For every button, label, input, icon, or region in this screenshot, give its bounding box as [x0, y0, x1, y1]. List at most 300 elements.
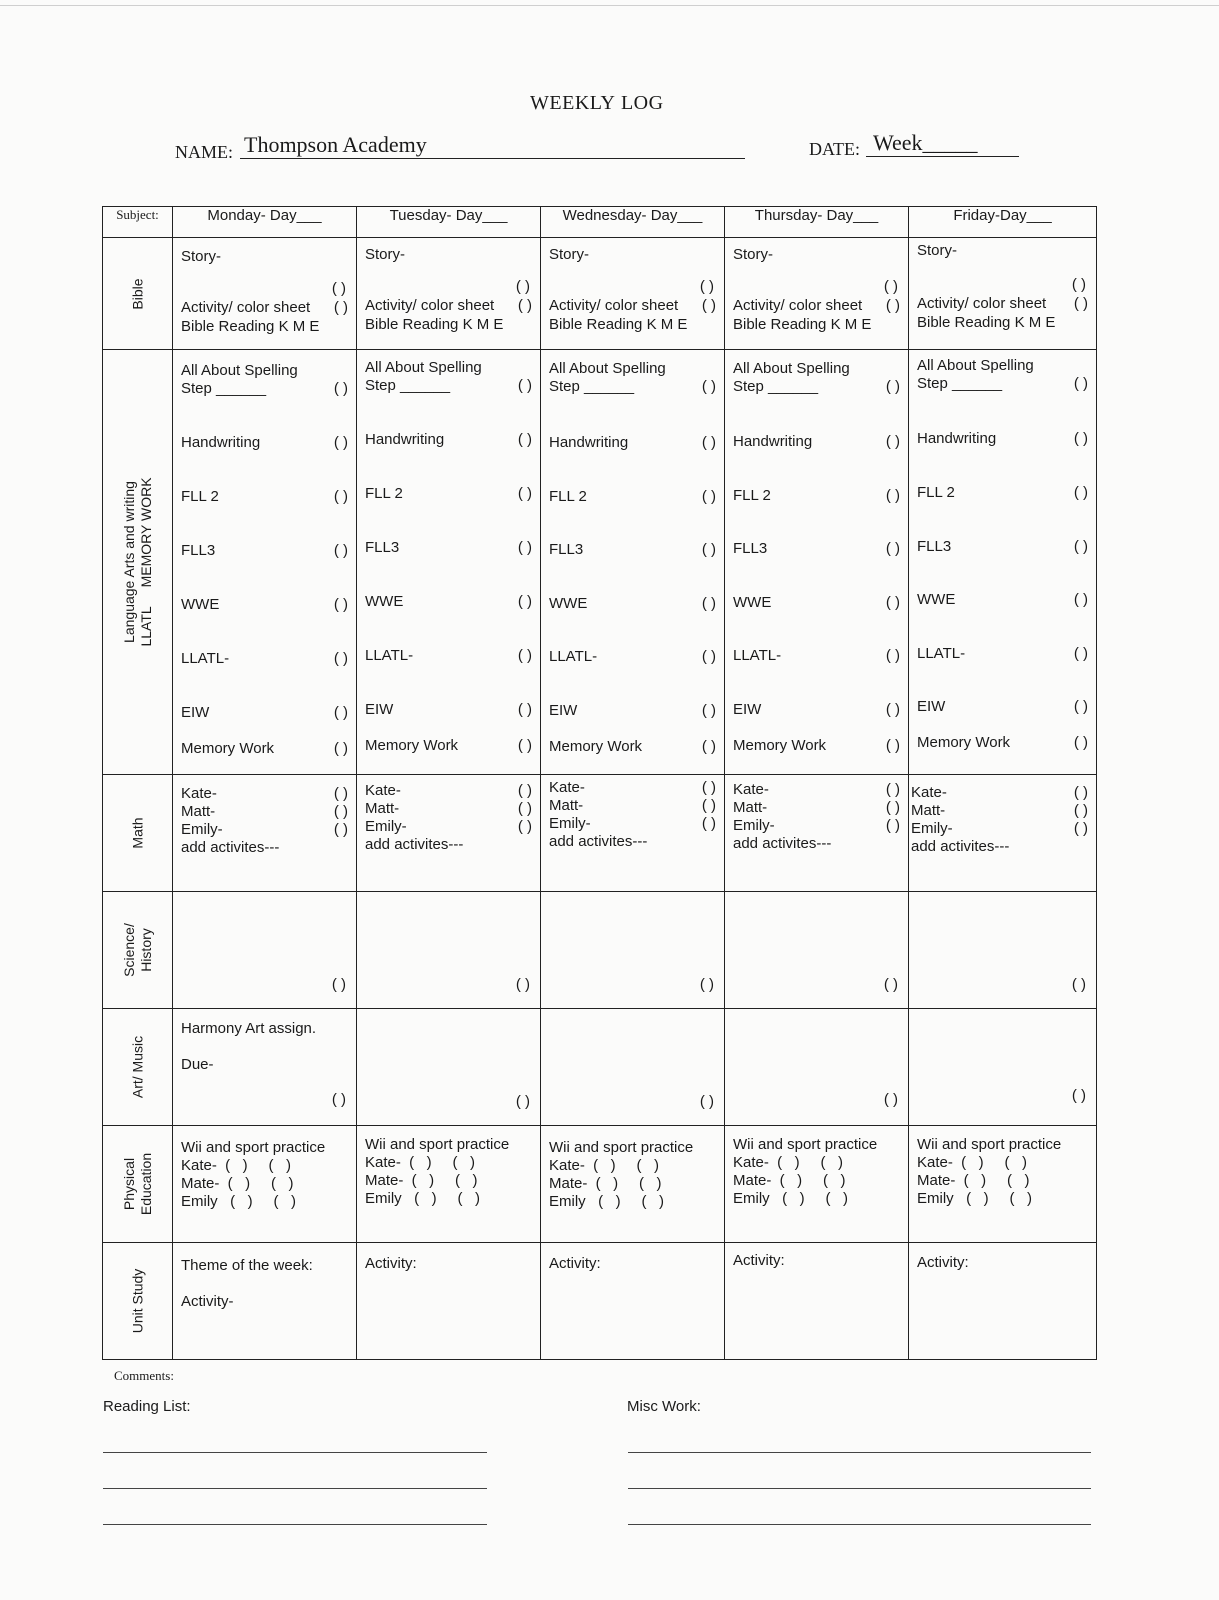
la-step-line — [549, 378, 716, 395]
la-fll2-checkbox[interactable]: ( ) — [701, 488, 716, 505]
math-cell-thursday[interactable] — [725, 775, 909, 892]
math-kate-line — [181, 785, 348, 802]
math-add-activities: add activites--- — [181, 839, 280, 856]
la-fll3: FLL3 — [365, 539, 400, 556]
pe-mate[interactable]: Mate- ( ) ( ) — [549, 1175, 662, 1192]
weekly-log-table — [102, 206, 1097, 1360]
pe-mate[interactable]: Mate- ( ) ( ) — [733, 1172, 846, 1189]
pe-wii: Wii and sport practice — [917, 1136, 1062, 1153]
la-eiw-line — [917, 698, 1088, 715]
math-kate-line — [911, 784, 1088, 801]
la-eiw: EIW — [549, 702, 578, 719]
math-emily: Emily- — [733, 817, 775, 834]
science-checkbox[interactable]: ( ) — [331, 976, 346, 993]
bible-activity-checkbox[interactable]: ( ) — [333, 299, 348, 316]
la-llatl-line — [181, 650, 348, 667]
la-memory-checkbox[interactable]: ( ) — [333, 740, 348, 757]
la-fll3: FLL3 — [549, 541, 584, 558]
la-eiw-checkbox[interactable]: ( ) — [517, 701, 532, 718]
la-handwriting-line — [733, 433, 900, 450]
la-memory-line — [917, 734, 1088, 751]
art-cell-friday[interactable] — [909, 1009, 1097, 1126]
la-step-line — [365, 377, 532, 394]
la-fll3-checkbox[interactable]: ( ) — [1073, 538, 1088, 555]
la-wwe: WWE — [917, 591, 956, 608]
la-wwe-checkbox[interactable]: ( ) — [333, 596, 348, 613]
la-memory-checkbox[interactable]: ( ) — [885, 737, 900, 754]
bible-cell-friday[interactable] — [909, 238, 1097, 350]
pe-kate[interactable]: Kate- ( ) ( ) — [733, 1154, 844, 1171]
subject-cell-science-history — [103, 892, 173, 1009]
bible-activity-checkbox[interactable]: ( ) — [1073, 295, 1088, 312]
bible-story-checkbox[interactable]: ( ) — [699, 278, 714, 295]
la-llatl-checkbox[interactable]: ( ) — [701, 648, 716, 665]
bible-activity-line — [365, 297, 532, 314]
pe-emily[interactable]: Emily ( ) ( ) — [365, 1190, 480, 1207]
la-fll2-checkbox[interactable]: ( ) — [1073, 484, 1088, 501]
pe-kate[interactable]: Kate- ( ) ( ) — [365, 1154, 476, 1171]
art-cell-monday[interactable] — [173, 1009, 357, 1126]
pe-cell-tuesday[interactable] — [357, 1126, 541, 1243]
subject-label-unit-study: Unit Study — [129, 1268, 145, 1334]
bible-story: Story- — [365, 246, 406, 263]
math-emily-checkbox[interactable]: ( ) — [333, 821, 348, 838]
la-step-checkbox[interactable]: ( ) — [1073, 375, 1088, 392]
art-checkbox[interactable]: ( ) — [331, 1091, 346, 1108]
unit-cell-friday[interactable] — [909, 1243, 1097, 1360]
la-wwe-checkbox[interactable]: ( ) — [1073, 591, 1088, 608]
la-wwe-line — [181, 596, 348, 613]
science-cell-wednesday[interactable] — [541, 892, 725, 1009]
math-matt: Matt- — [911, 802, 946, 819]
pe-mate[interactable]: Mate- ( ) ( ) — [365, 1172, 478, 1189]
math-add-activities: add activites--- — [549, 833, 648, 850]
subject-label-science-history: Science/ History — [120, 923, 154, 977]
la-step: Step ______ — [181, 380, 267, 397]
table-row-language-arts — [103, 350, 1097, 775]
la-llatl-checkbox[interactable]: ( ) — [885, 647, 900, 664]
pe-kate[interactable]: Kate- ( ) ( ) — [549, 1157, 660, 1174]
la-wwe-line — [733, 594, 900, 611]
la-fll3: FLL3 — [733, 540, 768, 557]
math-cell-wednesday[interactable] — [541, 775, 725, 892]
la-handwriting: Handwriting — [181, 434, 261, 451]
subject-cell-math — [103, 775, 173, 892]
la-step-checkbox[interactable]: ( ) — [701, 378, 716, 395]
bible-cell-wednesday[interactable] — [541, 238, 725, 350]
math-kate-line — [549, 779, 716, 796]
math-kate-checkbox[interactable]: ( ) — [333, 785, 348, 802]
pe-cell-wednesday[interactable] — [541, 1126, 725, 1243]
reading-list-line[interactable] — [103, 1452, 487, 1453]
math-kate-checkbox[interactable]: ( ) — [701, 779, 716, 796]
la-eiw-checkbox[interactable]: ( ) — [1073, 698, 1088, 715]
la-memory: Memory Work — [365, 737, 459, 754]
la-wwe-checkbox[interactable]: ( ) — [885, 594, 900, 611]
math-emily-line — [365, 818, 532, 835]
science-cell-thursday[interactable] — [725, 892, 909, 1009]
table-row-unit-study — [103, 1243, 1097, 1360]
la-fll3: FLL3 — [917, 538, 952, 555]
la-fll3-checkbox[interactable]: ( ) — [517, 539, 532, 556]
math-emily-line — [549, 815, 716, 832]
name-label: NAME: — [175, 142, 233, 162]
math-emily: Emily- — [549, 815, 591, 832]
math-matt-line — [549, 797, 716, 814]
la-cell-monday[interactable] — [173, 350, 357, 775]
art-checkbox[interactable]: ( ) — [515, 1093, 530, 1110]
science-checkbox[interactable]: ( ) — [883, 976, 898, 993]
name-underline — [240, 158, 745, 159]
bible-cell-monday[interactable] — [173, 238, 357, 350]
math-emily-line — [181, 821, 348, 838]
la-eiw-checkbox[interactable]: ( ) — [885, 701, 900, 718]
bible-activity: Activity/ color sheet — [917, 295, 1047, 312]
comments-label: Comments: — [114, 1368, 174, 1383]
math-matt: Matt- — [181, 803, 216, 820]
pe-mate[interactable]: Mate- ( ) ( ) — [917, 1172, 1030, 1189]
pe-wii: Wii and sport practice — [549, 1139, 694, 1156]
la-fll2: FLL 2 — [549, 488, 587, 505]
la-fll3-line — [733, 540, 900, 557]
la-memory-line — [181, 740, 348, 757]
math-matt-line — [181, 803, 348, 820]
la-fll2-checkbox[interactable]: ( ) — [333, 488, 348, 505]
art-cell-thursday[interactable] — [725, 1009, 909, 1126]
art-due: Due- — [181, 1056, 214, 1073]
la-wwe-checkbox[interactable]: ( ) — [701, 595, 716, 612]
la-cell-friday[interactable] — [909, 350, 1097, 775]
math-cell-friday[interactable] — [909, 775, 1097, 892]
bible-activity: Activity/ color sheet — [733, 297, 863, 314]
la-fll3-checkbox[interactable]: ( ) — [885, 540, 900, 557]
la-fll3-line — [549, 541, 716, 558]
la-fll2-line — [365, 485, 532, 502]
la-handwriting: Handwriting — [733, 433, 813, 450]
la-spelling: All About Spelling — [549, 360, 666, 377]
la-handwriting-checkbox[interactable]: ( ) — [333, 434, 348, 451]
la-wwe: WWE — [733, 594, 772, 611]
la-memory-line — [549, 738, 716, 755]
math-kate-line — [733, 781, 900, 798]
la-fll2-checkbox[interactable]: ( ) — [517, 485, 532, 502]
la-handwriting: Handwriting — [365, 431, 445, 448]
bible-cell-tuesday[interactable] — [357, 238, 541, 350]
math-emily: Emily- — [181, 821, 223, 838]
la-memory: Memory Work — [181, 740, 275, 757]
day-header-friday: Friday-Day___ — [909, 207, 1097, 238]
bible-story: Story- — [549, 246, 590, 263]
la-step: Step ______ — [917, 375, 1003, 392]
unit-cell-tuesday[interactable] — [357, 1243, 541, 1360]
la-handwriting-checkbox[interactable]: ( ) — [1073, 430, 1088, 447]
art-cell-tuesday[interactable] — [357, 1009, 541, 1126]
subject-label-language-arts: Language Arts and writing LLATL MEMORY WORK — [120, 477, 154, 647]
la-fll3-checkbox[interactable]: ( ) — [701, 541, 716, 558]
math-kate-checkbox[interactable]: ( ) — [517, 782, 532, 799]
subject-label-art-music: Art/ Music — [129, 1035, 145, 1099]
la-spelling: All About Spelling — [181, 362, 298, 379]
la-step-line — [733, 378, 900, 395]
math-emily-line — [733, 817, 900, 834]
bible-story-checkbox[interactable]: ( ) — [1071, 276, 1086, 293]
date-value[interactable]: Week_____ — [873, 130, 978, 155]
math-add-activities: add activites--- — [911, 838, 1010, 855]
bible-reading[interactable]: Bible Reading K M E — [549, 316, 688, 333]
la-wwe-line — [549, 595, 716, 612]
la-llatl-checkbox[interactable]: ( ) — [333, 650, 348, 667]
day-header-thursday: Thursday- Day___ — [725, 207, 909, 238]
la-llatl-checkbox[interactable]: ( ) — [1073, 645, 1088, 662]
day-header-monday: Monday- Day___ — [173, 207, 357, 238]
date-label: DATE: — [809, 139, 860, 159]
math-cell-monday[interactable] — [173, 775, 357, 892]
table-row-math — [103, 775, 1097, 892]
bible-reading[interactable]: Bible Reading K M E — [181, 318, 320, 335]
science-checkbox[interactable]: ( ) — [515, 976, 530, 993]
la-llatl-line — [733, 647, 900, 664]
day-header-wednesday: Wednesday- Day___ — [541, 207, 725, 238]
bible-activity: Activity/ color sheet — [549, 297, 679, 314]
math-matt-line — [911, 802, 1088, 819]
art-cell-wednesday[interactable] — [541, 1009, 725, 1126]
la-spelling: All About Spelling — [365, 359, 482, 376]
unit-activity: Activity: — [365, 1255, 417, 1272]
la-fll2-checkbox[interactable]: ( ) — [885, 487, 900, 504]
bible-cell-thursday[interactable] — [725, 238, 909, 350]
la-wwe: WWE — [181, 596, 220, 613]
la-wwe-checkbox[interactable]: ( ) — [517, 593, 532, 610]
math-matt: Matt- — [733, 799, 768, 816]
bible-story-checkbox[interactable]: ( ) — [883, 278, 898, 295]
la-memory-checkbox[interactable]: ( ) — [701, 738, 716, 755]
math-emily-checkbox[interactable]: ( ) — [517, 818, 532, 835]
la-eiw-checkbox[interactable]: ( ) — [701, 702, 716, 719]
la-handwriting: Handwriting — [917, 430, 997, 447]
math-matt-checkbox[interactable]: ( ) — [1073, 802, 1088, 819]
bible-story: Story- — [917, 242, 958, 259]
bible-story-checkbox[interactable]: ( ) — [331, 280, 346, 297]
pe-mate[interactable]: Mate- ( ) ( ) — [181, 1175, 294, 1192]
bible-reading[interactable]: Bible Reading K M E — [733, 316, 872, 333]
science-cell-friday[interactable] — [909, 892, 1097, 1009]
la-spelling: All About Spelling — [733, 360, 850, 377]
la-memory: Memory Work — [549, 738, 643, 755]
la-eiw: EIW — [181, 704, 210, 721]
name-value[interactable]: Thompson Academy — [244, 132, 427, 157]
math-emily-checkbox[interactable]: ( ) — [885, 817, 900, 834]
la-fll3-line — [365, 539, 532, 556]
la-handwriting-checkbox[interactable]: ( ) — [517, 431, 532, 448]
math-emily: Emily- — [911, 820, 953, 837]
la-handwriting: Handwriting — [549, 434, 629, 451]
la-wwe-line — [917, 591, 1088, 608]
date-underline — [866, 156, 1019, 157]
la-step-checkbox[interactable]: ( ) — [517, 377, 532, 394]
la-step-checkbox[interactable]: ( ) — [885, 378, 900, 395]
la-handwriting-line — [917, 430, 1088, 447]
la-llatl-checkbox[interactable]: ( ) — [517, 647, 532, 664]
table-row-physical-education — [103, 1126, 1097, 1243]
pe-emily[interactable]: Emily ( ) ( ) — [917, 1190, 1032, 1207]
bible-activity: Activity/ color sheet — [365, 297, 495, 314]
la-handwriting-line — [549, 434, 716, 451]
subject-cell-physical-education — [103, 1126, 173, 1243]
la-spelling: All About Spelling — [917, 357, 1034, 374]
subject-header: Subject: — [103, 207, 173, 238]
la-handwriting-line — [181, 434, 348, 451]
pe-kate[interactable]: Kate- ( ) ( ) — [917, 1154, 1028, 1171]
bible-activity-line — [917, 295, 1088, 312]
la-memory: Memory Work — [917, 734, 1011, 751]
la-fll2: FLL 2 — [181, 488, 219, 505]
math-kate: Kate- — [181, 785, 217, 802]
subject-label-bible: Bible — [129, 277, 145, 310]
bible-activity-checkbox[interactable]: ( ) — [885, 297, 900, 314]
la-eiw-checkbox[interactable]: ( ) — [333, 704, 348, 721]
art-checkbox[interactable]: ( ) — [883, 1091, 898, 1108]
la-eiw: EIW — [917, 698, 946, 715]
pe-cell-thursday[interactable] — [725, 1126, 909, 1243]
pe-wii: Wii and sport practice — [733, 1136, 878, 1153]
math-matt-checkbox[interactable]: ( ) — [701, 797, 716, 814]
art-checkbox[interactable]: ( ) — [1071, 1087, 1086, 1104]
bible-activity: Activity/ color sheet — [181, 299, 311, 316]
bible-activity-checkbox[interactable]: ( ) — [701, 297, 716, 314]
subject-cell-bible — [103, 238, 173, 350]
la-wwe: WWE — [365, 593, 404, 610]
la-step: Step ______ — [733, 378, 819, 395]
subject-label-physical-education: Physical Education — [120, 1152, 154, 1216]
la-fll2-line — [549, 488, 716, 505]
subject-cell-art-music — [103, 1009, 173, 1126]
bible-story: Story- — [181, 248, 222, 265]
la-fll3-line — [917, 538, 1088, 555]
science-cell-monday[interactable] — [173, 892, 357, 1009]
la-fll3: FLL3 — [181, 542, 216, 559]
la-llatl: LLATL- — [549, 648, 598, 665]
pe-emily[interactable]: Emily ( ) ( ) — [549, 1193, 664, 1210]
math-kate-checkbox[interactable]: ( ) — [885, 781, 900, 798]
science-cell-tuesday[interactable] — [357, 892, 541, 1009]
la-llatl: LLATL- — [917, 645, 966, 662]
la-handwriting-checkbox[interactable]: ( ) — [701, 434, 716, 451]
la-step-checkbox[interactable]: ( ) — [333, 380, 348, 397]
la-fll2-line — [181, 488, 348, 505]
la-llatl-line — [365, 647, 532, 664]
math-matt-checkbox[interactable]: ( ) — [333, 803, 348, 820]
math-emily-checkbox[interactable]: ( ) — [701, 815, 716, 832]
la-step: Step ______ — [549, 378, 635, 395]
la-eiw-line — [549, 702, 716, 719]
math-matt-checkbox[interactable]: ( ) — [517, 800, 532, 817]
table-header-row — [103, 207, 1097, 238]
math-kate-checkbox[interactable]: ( ) — [1073, 784, 1088, 801]
reading-list-line[interactable] — [103, 1488, 487, 1489]
art-checkbox[interactable]: ( ) — [699, 1093, 714, 1110]
misc-work-line[interactable] — [628, 1524, 1091, 1525]
math-kate: Kate- — [911, 784, 947, 801]
math-matt-checkbox[interactable]: ( ) — [885, 799, 900, 816]
table-row-bible — [103, 238, 1097, 350]
math-matt-line — [733, 799, 900, 816]
pe-wii: Wii and sport practice — [181, 1139, 326, 1156]
la-llatl-line — [917, 645, 1088, 662]
la-memory-checkbox[interactable]: ( ) — [517, 737, 532, 754]
bible-reading[interactable]: Bible Reading K M E — [365, 316, 504, 333]
la-handwriting-line — [365, 431, 532, 448]
science-checkbox[interactable]: ( ) — [699, 976, 714, 993]
pe-wii: Wii and sport practice — [365, 1136, 510, 1153]
la-memory: Memory Work — [733, 737, 827, 754]
math-kate-line — [365, 782, 532, 799]
la-step-line — [181, 380, 348, 397]
math-kate: Kate- — [549, 779, 585, 796]
pe-cell-friday[interactable] — [909, 1126, 1097, 1243]
la-handwriting-checkbox[interactable]: ( ) — [885, 433, 900, 450]
la-eiw-line — [181, 704, 348, 721]
math-kate: Kate- — [365, 782, 401, 799]
math-matt-line — [365, 800, 532, 817]
misc-work-line[interactable] — [628, 1452, 1091, 1453]
math-matt: Matt- — [365, 800, 400, 817]
misc-work-line[interactable] — [628, 1488, 1091, 1489]
pe-kate[interactable]: Kate- ( ) ( ) — [181, 1157, 292, 1174]
la-cell-thursday[interactable] — [725, 350, 909, 775]
la-cell-tuesday[interactable] — [357, 350, 541, 775]
la-llatl: LLATL- — [181, 650, 230, 667]
la-wwe: WWE — [549, 595, 588, 612]
unit-cell-thursday[interactable] — [725, 1243, 909, 1360]
la-cell-wednesday[interactable] — [541, 350, 725, 775]
la-memory-checkbox[interactable]: ( ) — [1073, 734, 1088, 751]
subject-label-math: Math — [129, 817, 145, 849]
math-emily-checkbox[interactable]: ( ) — [1073, 820, 1088, 837]
bible-story: Story- — [733, 246, 774, 263]
la-fll2: FLL 2 — [917, 484, 955, 501]
reading-list-line[interactable] — [103, 1524, 487, 1525]
bible-activity-checkbox[interactable]: ( ) — [517, 297, 532, 314]
unit-cell-wednesday[interactable] — [541, 1243, 725, 1360]
la-eiw-line — [733, 701, 900, 718]
la-llatl: LLATL- — [365, 647, 414, 664]
math-cell-tuesday[interactable] — [357, 775, 541, 892]
day-header-tuesday: Tuesday- Day___ — [357, 207, 541, 238]
unit-theme: Theme of the week: — [181, 1257, 313, 1274]
la-eiw: EIW — [733, 701, 762, 718]
science-checkbox[interactable]: ( ) — [1071, 976, 1086, 993]
la-memory-line — [733, 737, 900, 754]
la-step: Step ______ — [365, 377, 451, 394]
pe-emily[interactable]: Emily ( ) ( ) — [733, 1190, 848, 1207]
unit-activity: Activity: — [917, 1254, 969, 1271]
misc-work-label: Misc Work: — [627, 1398, 701, 1415]
page-title: WEEKLY LOG — [530, 92, 664, 114]
unit-activity: Activity- — [181, 1293, 234, 1310]
pe-cell-monday[interactable] — [173, 1126, 357, 1243]
unit-cell-monday[interactable] — [173, 1243, 357, 1360]
la-llatl-line — [549, 648, 716, 665]
math-add-activities: add activites--- — [733, 835, 832, 852]
la-fll2: FLL 2 — [733, 487, 771, 504]
la-eiw-line — [365, 701, 532, 718]
la-step-line — [917, 375, 1088, 392]
bible-story-checkbox[interactable]: ( ) — [515, 278, 530, 295]
bible-reading[interactable]: Bible Reading K M E — [917, 314, 1056, 331]
pe-emily[interactable]: Emily ( ) ( ) — [181, 1193, 296, 1210]
la-fll3-checkbox[interactable]: ( ) — [333, 542, 348, 559]
la-fll3-line — [181, 542, 348, 559]
